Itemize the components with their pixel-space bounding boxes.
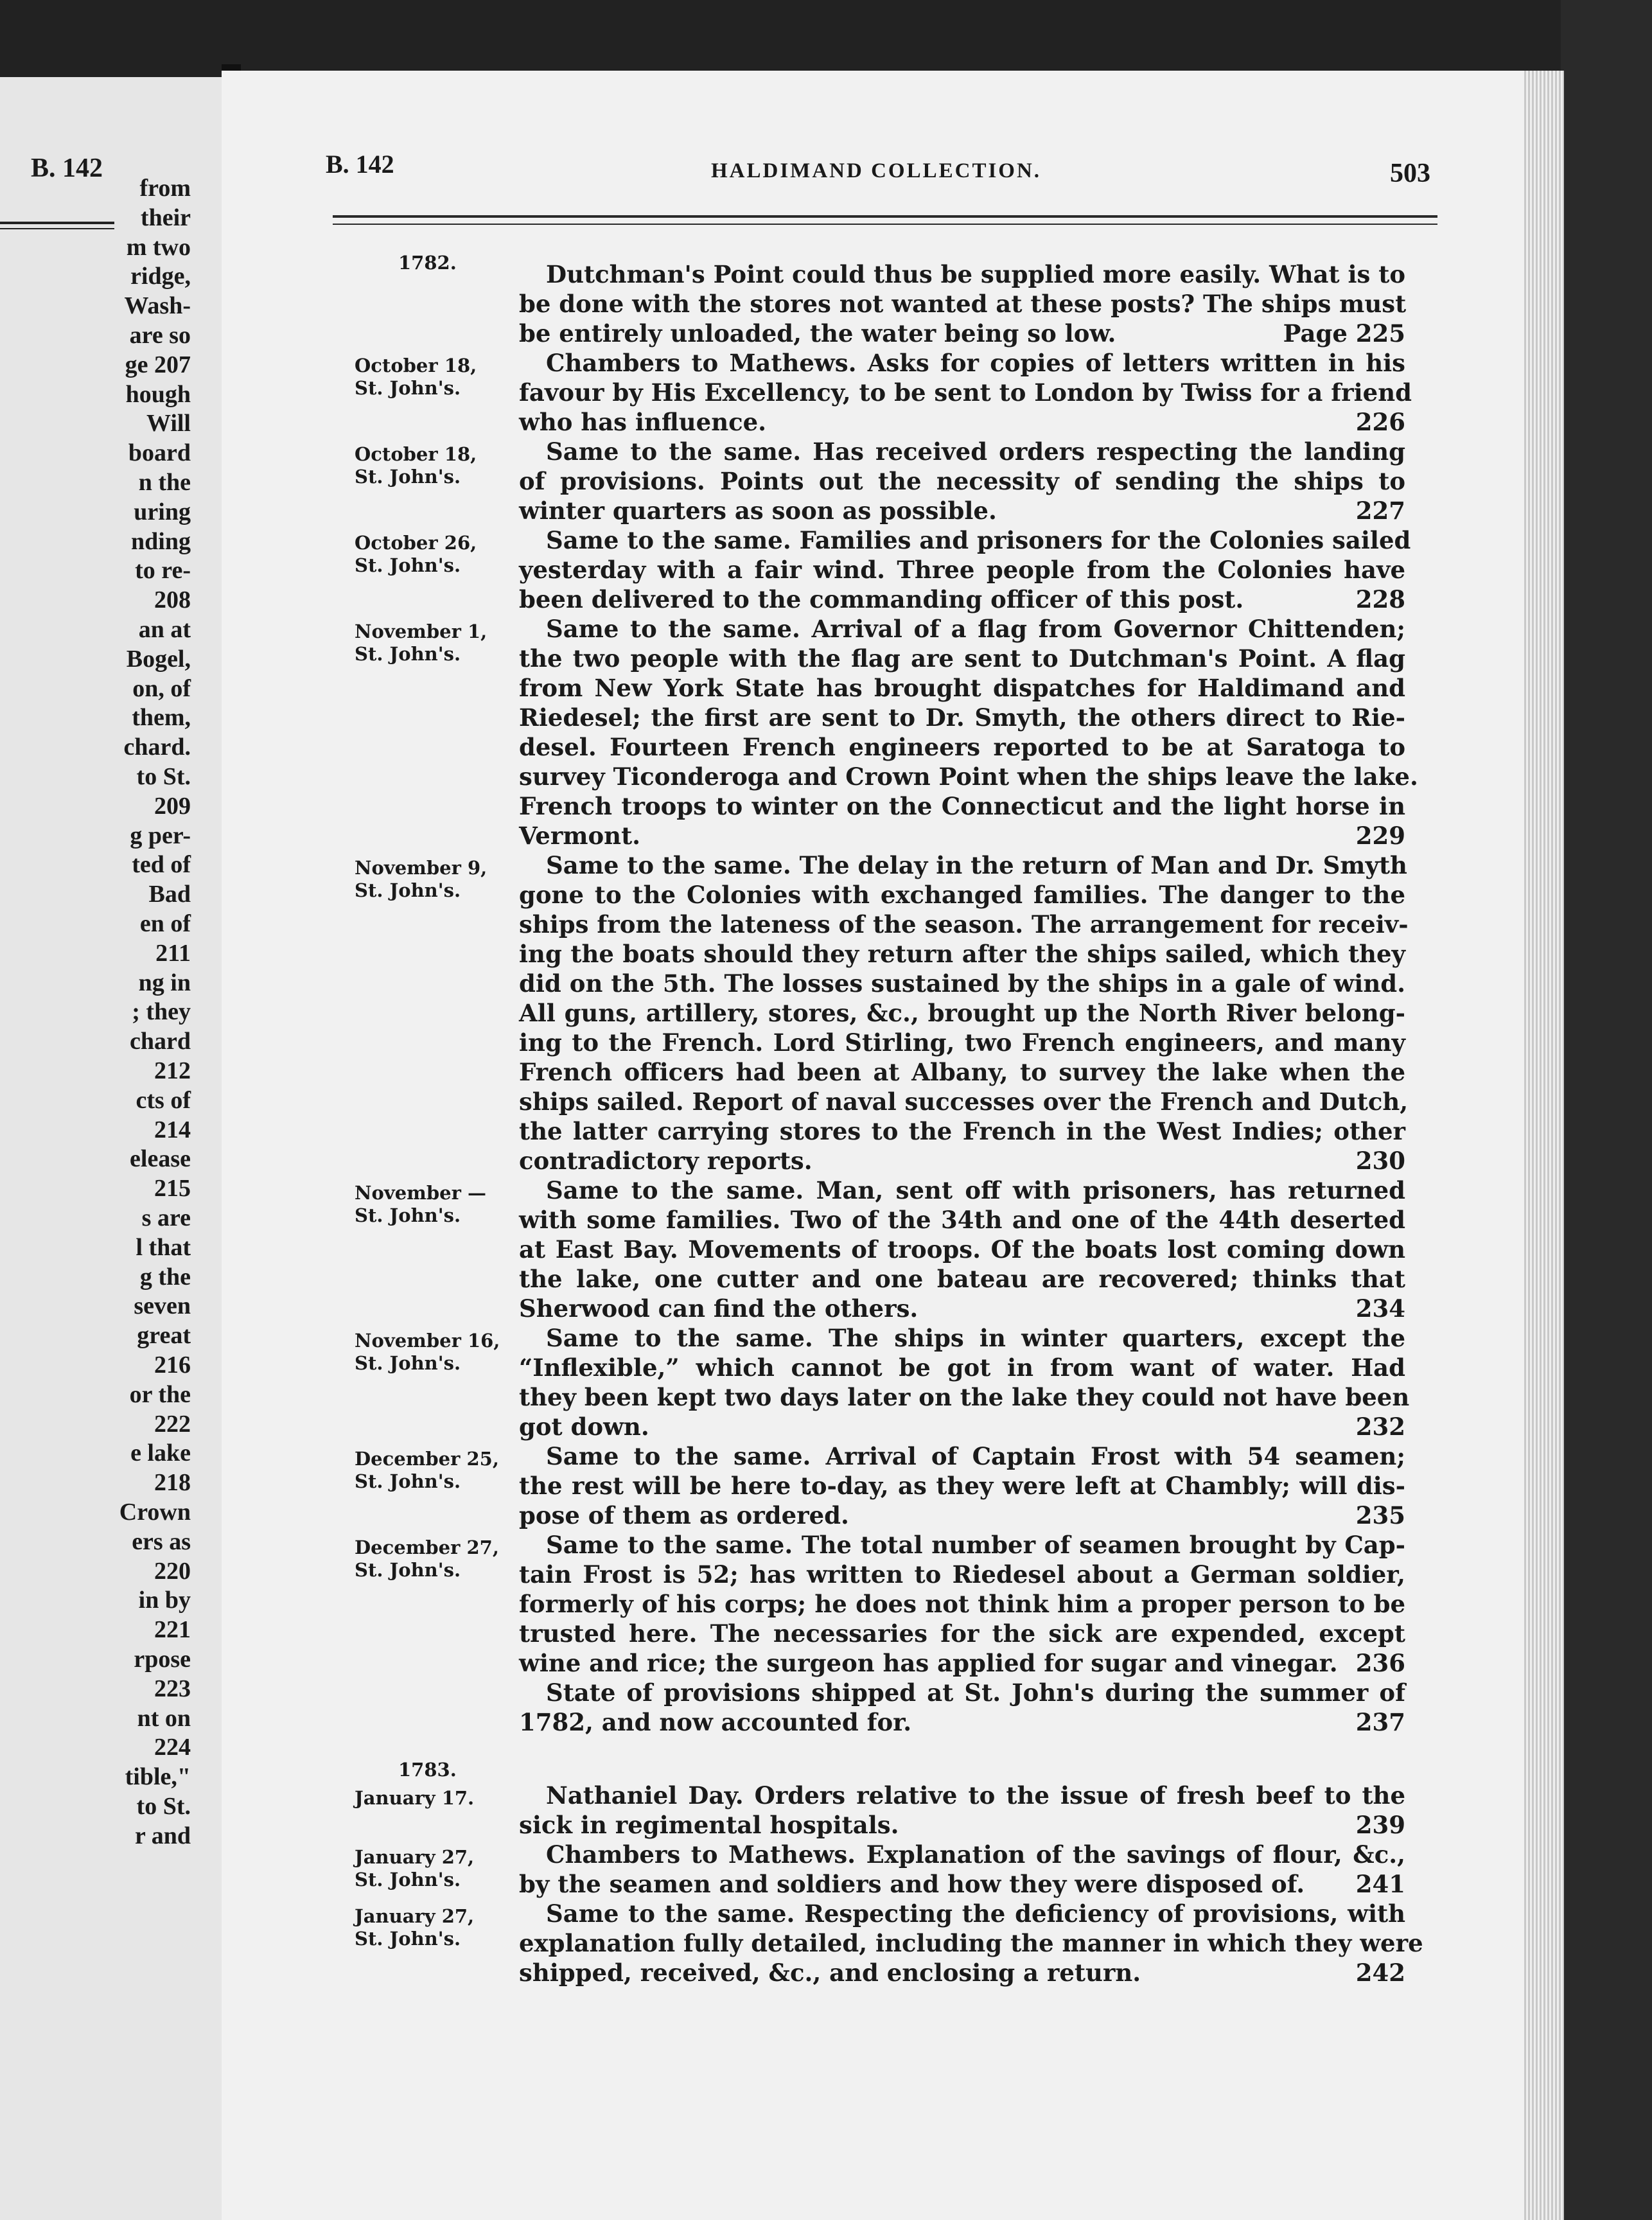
entry-text (519, 1441, 1405, 1530)
entry-line-text: contradictory reports. (519, 1147, 813, 1175)
entry-line (519, 762, 1418, 791)
entry-date (355, 1448, 515, 1493)
entry-line-text: French officers had been at Albany, to survey the lake when the (519, 1058, 1405, 1086)
left-page-fragment: s are (141, 1204, 191, 1231)
entry-line (519, 496, 1405, 525)
entry-line (519, 998, 1405, 1028)
entry-line (519, 378, 1412, 407)
entry-line (519, 1471, 1405, 1501)
entry-line-text: French troops to winter on the Connecticut and the light horse in (519, 792, 1405, 820)
entry-date-line: St. John's. (355, 1928, 461, 1950)
left-page-fragment: seven (134, 1292, 191, 1320)
entry-page-ref: 229 (1355, 822, 1405, 850)
left-page-fragment: 209 (154, 792, 191, 820)
left-page-fragment: Crown (119, 1499, 191, 1526)
entry-text (519, 525, 1411, 614)
entry-line-text: survey Ticonderoga and Crown Point when the ships leave the lake. (519, 762, 1418, 791)
left-page-fragment: them, (132, 704, 191, 732)
entry-page-ref: 227 (1355, 497, 1405, 525)
entry-date (355, 532, 515, 577)
entry-page-ref: Page 225 (1283, 319, 1405, 348)
entry-date-line: November 9, (355, 857, 488, 879)
scan-right-border (1561, 0, 1652, 2220)
entry-line-text: the lake, one cutter and one bateau are recovered; thinks that (519, 1265, 1405, 1293)
entry-line (519, 910, 1409, 939)
entry-year: 1783. (398, 1759, 457, 1781)
entry-line-text: favour by His Excellency, to be sent to London by Twiss for a friend (519, 378, 1412, 407)
entry-line (519, 1382, 1410, 1412)
entry-line (519, 289, 1405, 319)
entry-line (519, 525, 1411, 555)
entry-line (519, 850, 1405, 880)
entry-page-ref: 230 (1355, 1147, 1405, 1175)
entry-line-text: be entirely unloaded, the water being so low. (519, 319, 1116, 348)
entry-date-line: St. John's. (355, 377, 461, 399)
entry-line (519, 1205, 1405, 1235)
entry-page-ref: 241 (1355, 1870, 1405, 1898)
left-page-fragment: ted of (132, 851, 191, 879)
entry-line-text: Vermont. (519, 822, 641, 850)
entry-line (519, 1501, 1405, 1530)
entry-line (519, 1781, 1405, 1810)
left-page-fragment: 211 (155, 939, 191, 967)
entry-page-ref: 242 (1355, 1959, 1405, 1987)
entry-line-text: ships sailed. Report of naval successes over the French and Dutch, (519, 1088, 1409, 1116)
entry-line-text: Nathaniel Day. Orders relative to the issue of fresh beef to the (546, 1781, 1405, 1810)
entry-text (519, 850, 1409, 1176)
entry-line-text: Riedesel; the first are sent to Dr. Smyth, the others direct to Rie- (519, 703, 1405, 732)
left-page-fragment: en of (139, 910, 191, 937)
entry-date (355, 1182, 515, 1227)
entry-date (355, 1846, 515, 1891)
entry-date-line: October 26, (355, 532, 477, 554)
left-page-fragment: their (140, 204, 191, 231)
left-page (0, 77, 228, 2220)
entry-date-line: St. John's. (355, 1869, 461, 1890)
entry-line-text: the rest will be here to-day, as they were left at Chambly; will dis- (519, 1472, 1405, 1500)
entry-line-text: Same to the same. Arrival of Captain Frost with 54 seamen; (546, 1442, 1405, 1470)
entry-line-text: did on the 5th. The losses sustained by the ships in a gale of wind. (519, 969, 1405, 998)
entry-line (519, 1176, 1405, 1205)
entry-date-line: St. John's. (355, 1559, 461, 1581)
entry-line (519, 1589, 1405, 1619)
entry-line-text: of provisions. Points out the necessity of sending the ships to (519, 467, 1405, 495)
left-page-fragment: to St. (136, 1793, 191, 1820)
entry-line-text: the latter carrying stores to the French in the West Indies; other (519, 1117, 1405, 1145)
entry-line (519, 1412, 1405, 1441)
entry-line (519, 939, 1405, 969)
entry-date-line: November 1, (355, 621, 488, 642)
entry-line-text: trusted here. The necessaries for the sick are expended, except (519, 1619, 1405, 1648)
entry-line-text: at East Bay. Movements of troops. Of the boats lost coming down (519, 1235, 1405, 1264)
left-page-fragment: rpose (134, 1646, 191, 1673)
entry-line (519, 319, 1405, 348)
entry-line-text: Chambers to Mathews. Asks for copies of letters written in his (546, 349, 1405, 377)
left-page-fragment: 212 (154, 1057, 191, 1084)
entry-line-text: Sherwood can find the others. (519, 1294, 918, 1323)
entry-line-text: Same to the same. Arrival of a flag from Governor Chittenden; (546, 615, 1405, 643)
running-title: HALDIMAND COLLECTION. (711, 159, 1042, 182)
left-page-fragment: elease (130, 1145, 191, 1173)
entry-line (519, 585, 1405, 614)
header-rule-thin (333, 224, 1437, 225)
left-page-fragment: 220 (154, 1557, 191, 1585)
header-rule (333, 215, 1437, 218)
left-page-fragment: or the (129, 1380, 191, 1408)
entry-page-ref: 234 (1355, 1294, 1405, 1323)
left-page-fragment: 224 (154, 1734, 191, 1761)
entry-line (519, 1057, 1405, 1087)
entry-line-text: Same to the same. The delay in the return of Man and Dr. Smyth (546, 851, 1407, 879)
left-page-fragment: tible," (125, 1763, 191, 1791)
entry-line-text: yesterday with a fair wind. Three people from the Colonies have (519, 556, 1405, 584)
left-page-fragment: Bad (148, 881, 191, 908)
left-page-fragment: cts of (136, 1086, 191, 1114)
entry-line (519, 1958, 1405, 1987)
entry-line (519, 1235, 1405, 1264)
left-page-header: B. 142 (31, 154, 103, 183)
entry-line (519, 1899, 1405, 1928)
entry-line-text: by the seamen and soldiers and how they were disposed of. (519, 1870, 1305, 1898)
left-page-fragment: an at (138, 616, 191, 643)
entry-line (519, 1619, 1405, 1648)
entry-line (519, 1294, 1405, 1323)
left-page-fragment: m two (126, 233, 191, 261)
entry-line (519, 673, 1405, 703)
entry-line-text: ing the boats should they return after the ships sailed, which they (519, 940, 1405, 968)
left-page-fragment: board (128, 439, 191, 467)
entry-date (355, 1787, 515, 1810)
entry-line (519, 1869, 1405, 1899)
left-page-fragment: hough (125, 380, 191, 408)
entry-page-ref: 235 (1355, 1501, 1405, 1529)
entry-date-line: November 16, (355, 1330, 500, 1352)
left-page-fragment: from (139, 175, 191, 202)
entry-line (519, 969, 1405, 998)
entry-line-text: Same to the same. Man, sent off with prisoners, has returned (546, 1176, 1405, 1204)
entry-page-ref: 228 (1355, 585, 1405, 613)
entry-line (519, 1441, 1405, 1471)
entry-page-ref: 232 (1355, 1413, 1405, 1441)
entry-date (355, 355, 515, 400)
entry-date (355, 621, 515, 665)
left-page-fragment: ; they (132, 998, 191, 1026)
page-edge (1524, 71, 1564, 2220)
left-page-fragment: 216 (154, 1352, 191, 1379)
left-page-fragment: n the (138, 469, 191, 496)
left-page-fragment: 221 (154, 1616, 191, 1644)
entry-line (519, 437, 1405, 466)
entry-date-line: St. John's. (355, 554, 461, 576)
entry-line (519, 348, 1405, 378)
left-page-fragment: ridge, (130, 263, 191, 290)
entry-date (355, 1537, 515, 1581)
entry-date (355, 1330, 515, 1375)
entry-line (519, 732, 1405, 762)
left-page-fragment: nt on (137, 1704, 191, 1732)
entry-line (519, 1530, 1405, 1560)
entry-line (519, 260, 1405, 289)
entry-date-line: October 18, (355, 443, 477, 465)
entry-line-text: ships from the lateness of the season. The arrangement for receiv- (519, 910, 1409, 938)
entry-line (519, 1353, 1405, 1382)
entry-date-line: St. John's. (355, 643, 461, 665)
entry-line (519, 1264, 1405, 1294)
volume-label: B. 142 (326, 150, 394, 179)
entry-line (519, 1707, 1405, 1737)
entry-text (519, 1899, 1423, 1987)
entry-line (519, 555, 1405, 585)
left-page-fragment: 223 (154, 1675, 191, 1702)
entry-text (519, 1323, 1410, 1441)
entry-date-line: January 27, (355, 1905, 475, 1927)
entry-line-text: sick in regimental hospitals. (519, 1811, 899, 1839)
left-page-fragment: Wash- (124, 292, 191, 320)
left-page-fragment: g per- (130, 822, 191, 849)
entry-text (519, 1530, 1405, 1678)
left-page-fragment: Will (146, 410, 191, 437)
entry-line-text: Same to the same. Has received orders respecting the landing (546, 437, 1405, 466)
entry-line (519, 1678, 1405, 1707)
left-page-fragment: l that (136, 1233, 191, 1261)
entry-line-text: Chambers to Mathews. Explanation of the savings of flour, &c., (546, 1840, 1405, 1869)
entry-line (519, 644, 1405, 673)
entry-date-line: St. John's. (355, 1470, 461, 1492)
entry-line-text: from New York State has brought dispatches for Haldimand and (519, 674, 1405, 702)
entry-page-ref: 236 (1355, 1649, 1405, 1677)
entry-line-text: State of provisions shipped at St. John's during the summer of (546, 1678, 1405, 1707)
entry-line-text: been delivered to the commanding officer of this post. (519, 585, 1244, 613)
entry-line-text: with some families. Two of the 34th and one of the 44th deserted (519, 1206, 1405, 1234)
entry-line (519, 466, 1405, 496)
entry-line (519, 1323, 1405, 1353)
left-page-fragment: 214 (154, 1116, 191, 1143)
entry-date-line: January 27, (355, 1846, 475, 1868)
entry-date-line: St. John's. (355, 1352, 461, 1374)
entry-date-line: St. John's. (355, 466, 461, 488)
left-page-fragment: e lake (130, 1440, 191, 1467)
entry-line-text: Dutchman's Point could thus be supplied more easily. What is to (546, 260, 1405, 288)
entry-text (519, 614, 1418, 850)
entry-line-text: got down. (519, 1413, 649, 1441)
left-page-fragment: to re- (135, 557, 191, 585)
left-page-fragment: on, of (132, 674, 191, 702)
entry-line-text: formerly of his corps; he does not think him a proper person to be (519, 1590, 1405, 1618)
entry-line-text: tain Frost is 52; has written to Riedesel about a German soldier, (519, 1560, 1405, 1589)
entry-line (519, 1146, 1405, 1176)
entry-date-line: October 18, (355, 355, 477, 376)
entry-date (355, 1905, 515, 1950)
left-page-fragment: ge 207 (125, 351, 191, 378)
entry-line-text: 1782, and now accounted for. (519, 1708, 912, 1736)
left-page-fragment: ers as (132, 1528, 191, 1555)
entry-line (519, 1810, 1405, 1840)
left-page-fragment: chard (130, 1028, 191, 1055)
left-page-fragment: to St. (136, 763, 191, 790)
entry-line (519, 1648, 1405, 1678)
entry-line-text: All guns, artillery, stores, &c., brought up the North River belong- (519, 999, 1405, 1027)
entry-line (519, 1028, 1405, 1057)
entry-line (519, 1928, 1423, 1958)
left-page-fragment: 208 (154, 586, 191, 614)
entry-date-line: St. John's. (355, 879, 461, 901)
left-page-fragment: 222 (154, 1410, 191, 1438)
entry-line (519, 1840, 1405, 1869)
entry-line-text: who has influence. (519, 408, 767, 436)
left-page-fragment: ng in (138, 969, 191, 996)
left-page-fragment: are so (129, 322, 191, 349)
entry-date (355, 443, 515, 488)
entry-line (519, 1116, 1405, 1146)
entry-page-ref: 237 (1355, 1708, 1405, 1736)
entry-line (519, 880, 1405, 910)
entry-line-text: desel. Fourteen French engineers reported to be at Saratoga to (519, 733, 1405, 761)
page-number: 503 (1390, 159, 1430, 188)
entry-line-text: gone to the Colonies with exchanged families. The danger to the (519, 881, 1405, 909)
left-page-fragment: r and (135, 1822, 191, 1849)
entry-line (519, 614, 1405, 644)
left-page-fragment: in by (138, 1587, 191, 1614)
entry-text (519, 1840, 1405, 1899)
entry-page-ref: 239 (1355, 1811, 1405, 1839)
entry-line (519, 821, 1405, 850)
entry-line-text: Same to the same. Respecting the deficiency of provisions, with (546, 1899, 1405, 1928)
entry-text (519, 260, 1405, 348)
entry-text (519, 1781, 1405, 1840)
left-page-fragment: chard. (123, 734, 191, 761)
left-page-fragment: great (137, 1322, 191, 1350)
entry-date-line: November — (355, 1182, 486, 1204)
entry-page-ref: 226 (1355, 408, 1405, 436)
left-page-fragment: nding (131, 527, 191, 555)
entry-line (519, 1560, 1405, 1589)
entry-line-text: Same to the same. The ships in winter quarters, except the (546, 1324, 1405, 1352)
left-page-fragment: 218 (154, 1469, 191, 1497)
entry-line (519, 703, 1405, 732)
entry-text (519, 1678, 1405, 1737)
entry-text (519, 1176, 1405, 1323)
entry-line-text: be done with the stores not wanted at these posts? The ships must (519, 290, 1407, 318)
entry-line-text: they been kept two days later on the lake they could not have been (519, 1383, 1410, 1411)
entry-year: 1782. (398, 252, 457, 274)
entry-line-text: Same to the same. The total number of seamen brought by Cap- (546, 1531, 1405, 1559)
entry-line-text: pose of them as ordered. (519, 1501, 849, 1529)
entry-line-text: Same to the same. Families and prisoners for the Colonies sailed (546, 526, 1411, 554)
entry-line-text: ing to the French. Lord Stirling, two French engineers, and many (519, 1028, 1405, 1057)
entry-line (519, 407, 1405, 437)
left-page-fragment: 215 (154, 1175, 191, 1202)
left-page-fragment: Bogel, (126, 645, 191, 673)
entry-date-line: December 27, (355, 1537, 499, 1558)
entry-line (519, 791, 1405, 821)
entry-date-line: January 17. (355, 1787, 475, 1809)
left-page-fragment: g the (139, 1263, 191, 1291)
entry-line-text: explanation fully detailed, including the manner in which they were (519, 1929, 1423, 1957)
entry-date (355, 857, 515, 902)
entry-date-line: St. John's. (355, 1204, 461, 1226)
entry-line (519, 1087, 1409, 1116)
entry-line-text: the two people with the flag are sent to Dutchman's Point. A flag (519, 644, 1405, 673)
left-page-fragment: uring (134, 498, 191, 525)
entry-text (519, 437, 1405, 525)
entry-line-text: shipped, received, &c., and enclosing a return. (519, 1959, 1141, 1987)
entry-text (519, 348, 1412, 437)
entry-line-text: “Inflexible,” which cannot be got in from want of water. Had (519, 1353, 1405, 1382)
entry-date-line: December 25, (355, 1448, 499, 1470)
entry-line-text: winter quarters as soon as possible. (519, 497, 997, 525)
entry-line-text: wine and rice; the surgeon has applied for sugar and vinegar. (519, 1649, 1338, 1677)
